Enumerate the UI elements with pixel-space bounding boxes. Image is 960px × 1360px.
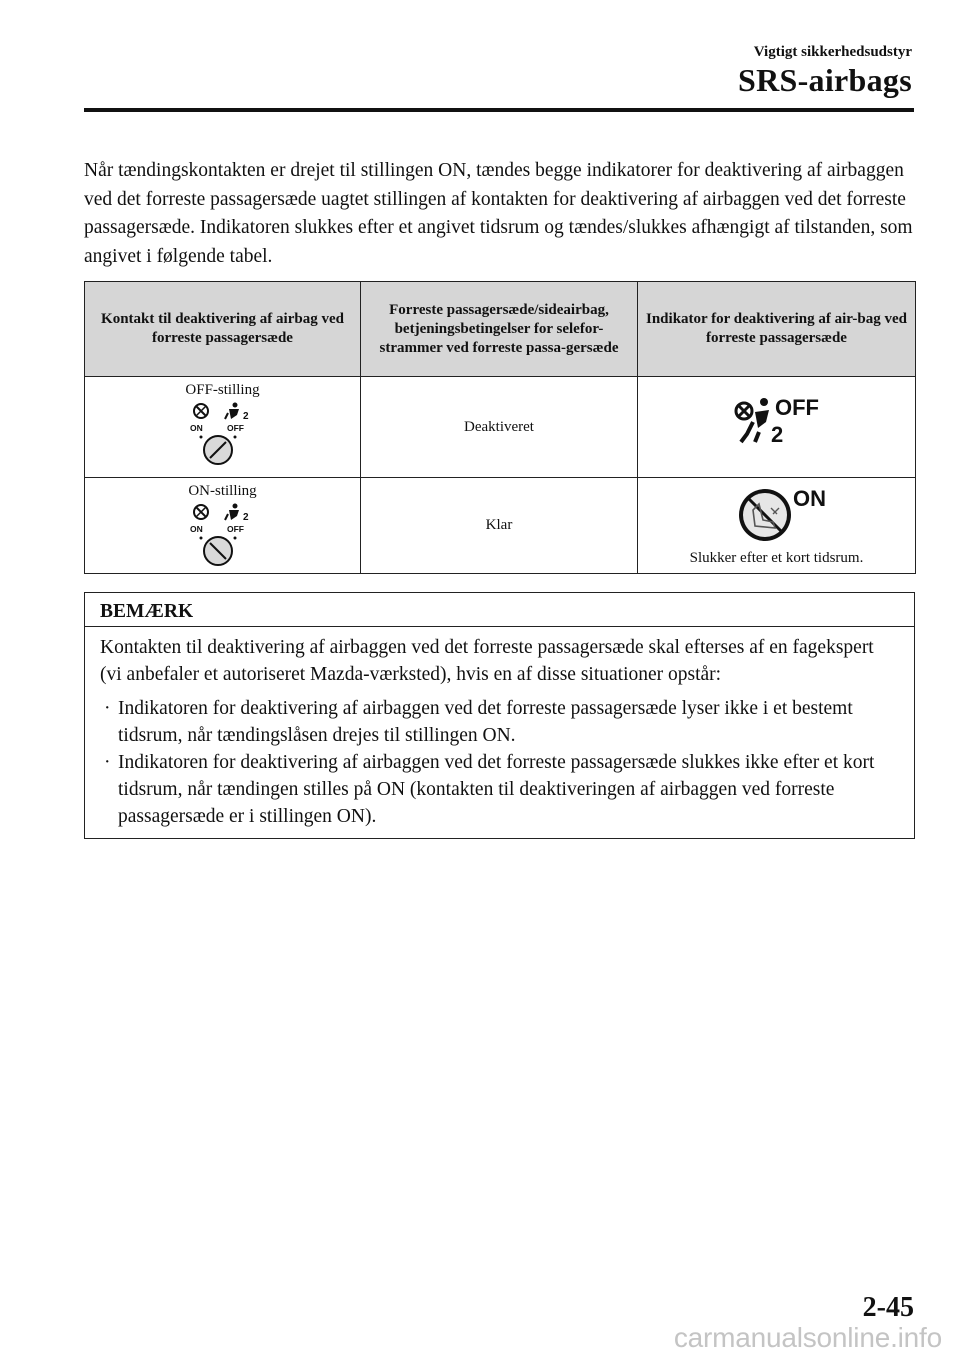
table-header-switch: Kontakt til deaktivering af airbag ved forreste passagersæde: [85, 282, 361, 377]
list-item: [100, 749, 899, 830]
indicator-off-text: OFF: [774, 395, 819, 420]
note-list: [100, 695, 899, 830]
switch-on-label: ON: [189, 524, 203, 534]
note-paragraph: Kontakten til deaktivering af airbaggen ved det forreste passagersæde skal efterses af en fagekspert (vi anbefaler et autoriseret Mazda-værksted), hvis en af disse situationer opstår:: [100, 637, 874, 685]
deactivation-switch-off-icon: [187, 401, 259, 465]
table-row: [85, 377, 916, 478]
switch-off-label: OFF: [226, 423, 244, 433]
list-item-text: Indikatoren for deaktivering af airbaggen ved det forreste passagersæde lyser ikke i et bestemt tidsrum, når tændingslåsen drejes til stillingen ON.: [118, 698, 853, 746]
indicator-digit-text: 2: [770, 422, 783, 447]
table-header-condition: Forreste passagersæde/sideairbag, betjeningsbetingelser for selefor-strammer ved forreste passa-gersæde: [361, 282, 638, 377]
switch-cell: [85, 377, 361, 478]
indicator-note: Slukker efter et kort tidsrum.: [689, 550, 864, 566]
switch-cell: [85, 478, 361, 574]
intro-paragraph: Når tændingskontakten er drejet til stillingen ON, tændes begge indikatorer for deaktivering af airbaggen ved det forreste passagersæde uagtet stillingen af kontakten for deaktivering af airbaggen ved det forreste passagersæde. Indikatoren slukkes efter et angivet tidsrum og tændes/slukkes afhængigt af tilstanden, som angivet i følgende tabel.: [84, 160, 913, 267]
note-box: [84, 592, 915, 839]
airbag-on-indicator-icon: [733, 484, 826, 544]
switch-digit-label: 2: [242, 411, 249, 422]
bullet-dot: ·: [104, 752, 111, 773]
page-number: 2-45: [862, 1292, 914, 1323]
table-row: [85, 478, 916, 574]
list-item: [100, 695, 899, 749]
switch-digit-label: 2: [242, 512, 249, 523]
header-divider: [84, 108, 914, 112]
list-item-text: Indikatoren for deaktivering af airbaggen ved det forreste passagersæde slukkes ikke efter et kort tidsrum, når tændingen stilles på ON (kontakten til deaktiveringen af airbaggen ved forreste passagersæde er i stillingen ON).: [118, 752, 875, 827]
watermark: carmanualsonline.info: [673, 1322, 942, 1353]
bullet-dot: ·: [104, 698, 111, 719]
indicator-cell: [638, 377, 916, 478]
page-title: SRS-airbags: [737, 62, 912, 98]
indicator-on-text: ON: [792, 486, 826, 511]
note-title: BEMÆRK: [85, 593, 914, 627]
switch-position-label: ON-stilling: [188, 483, 257, 499]
indicator-cell: [638, 478, 916, 574]
table-header-indicator: Indikator for deaktivering af air-bag ved forreste passagersæde: [638, 282, 916, 377]
condition-cell: Klar: [361, 478, 638, 574]
switch-off-label: OFF: [226, 524, 244, 534]
section-title: Vigtigt sikkerhedsudstyr: [753, 44, 912, 60]
switch-on-label: ON: [189, 423, 203, 433]
indicator-status-table: [84, 281, 916, 574]
table-header-row: [85, 282, 916, 377]
switch-position-label: OFF-stilling: [185, 382, 260, 398]
deactivation-switch-on-icon: [187, 502, 259, 566]
note-body: [85, 627, 914, 838]
airbag-off-indicator-icon: [731, 394, 823, 452]
condition-cell: Deaktiveret: [361, 377, 638, 478]
